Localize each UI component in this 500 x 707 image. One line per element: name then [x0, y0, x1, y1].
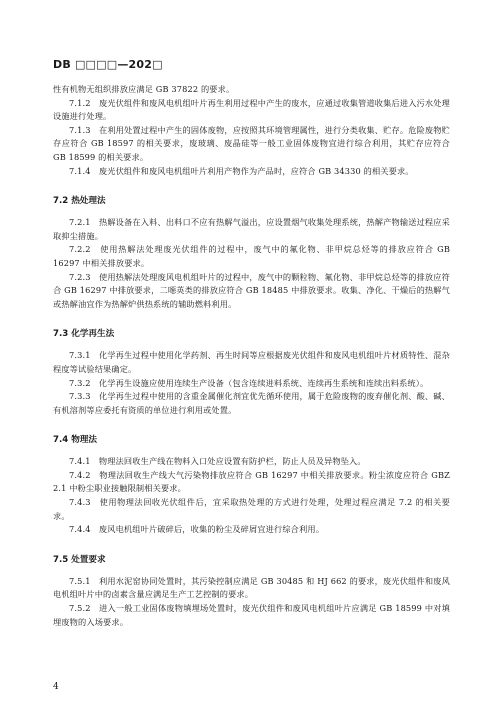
section-heading-7-5: 7.5 处置要求: [53, 554, 106, 565]
clause-7-1-3: 7.1.3 在利用处置过程中产生的固体废物，应按照其环境管理属性，进行分类收集、贮存。危险废物贮存应符合 GB 18597 的相关要求，废玻璃、废晶硅等一般工业固体废物宜进行综合利用，其贮存应符合 GB 18599 的相关要求。: [53, 124, 450, 162]
heading-spacer: [53, 567, 450, 575]
clause-7-4-3: 7.4.3 使用物理法回收光伏组件后，宜采取热处理的方式进行处理，处理过程应满足 7.2 的相关要求。: [53, 497, 450, 521]
section-spacer: [53, 178, 450, 195]
heading-spacer: [53, 208, 450, 216]
clause-7-2-2: 7.2.2 使用热解法处理废光伏组件的过程中，废气中的氟化物、非甲烷总烃等的排放应符合 GB 16297 中相关排放要求。: [53, 244, 450, 268]
document-body: [53, 83, 450, 629]
clause-7-4-1: 7.4.1 物理法回收生产线在物料入口处应设置有防护栏，防止人员及异物坠入。: [69, 456, 366, 467]
clause-7-5-2: 7.5.2 进入一般工业固体废物填埋场处置时，废光伏组件和废风电机组叶片应满足 GB 18599 中对填埋废物的入场要求。: [53, 603, 450, 627]
clause-7-1-2: 7.1.2 废光伏组件和废风电机组叶片再生利用过程中产生的废水，应通过收集管道收集后进入污水处理设施进行处理。: [53, 97, 450, 122]
section-heading-7-2: 7.2 热处理法: [53, 196, 106, 207]
clause-7-2-1: 7.2.1 热解设备在入料、出料口不应有热解气溢出，应设置烟气收集处理系统，热解产物输送过程应采取抑尘措施。: [53, 217, 450, 241]
clause-7-1-4: 7.1.4 废光伏组件和废风电机组叶片利用产物作为产品时，应符合 GB 34330 的相关要求。: [69, 165, 414, 176]
section-heading-7-3: 7.3 化学再生法: [53, 329, 115, 340]
clause-7-4-4: 7.4.4 废风电机组叶片破碎后，收集的粉尘及碎屑宜进行综合利用。: [69, 524, 325, 535]
standard-code-header: DB □□□□—202□: [53, 58, 163, 71]
section-heading-7-4: 7.4 物理法: [53, 435, 97, 446]
heading-spacer: [53, 341, 450, 349]
clause-7-3-3: 7.3.3 化学再生过程中使用的含重金属催化剂宜优先循环使用，属于危险废物的废弃催化剂、酸、碱、有机溶剂等应委托有资质的单位进行利用或处置。: [53, 391, 450, 415]
clause-7-3-2: 7.3.2 化学再生设施应使用连续生产设备（包含连续进料系统、连续再生系统和连续出料系统）。: [69, 377, 429, 388]
clause-7-4-2: 7.4.2 物理法回收生产线大气污染物排放应符合 GB 16297 中相关排放要求。粉尘浓度应符合 GBZ 2.1 中粉尘职业接触限制相关要求。: [53, 469, 450, 494]
section-spacer: [53, 537, 450, 554]
clause-7-2-3: 7.2.3 使用热解法处理废风电机组叶片的过程中，废气中的颗粒物、氟化物、非甲烷总烃等的排放应符合 GB 16297 中排放要求，二噁英类的排放应符合 GB 18485 中排放要求。收集、净化、干燥后的热解气或热解油宜作为热解炉供热系统的辅助燃料利用。: [53, 271, 450, 309]
continuation-paragraph: 性有机物无组织排放应满足 GB 37822 的要求。: [53, 84, 235, 94]
section-spacer: [53, 417, 450, 434]
page-number: 4: [53, 682, 59, 692]
clause-7-3-1: 7.3.1 化学再生过程中使用化学药剂、再生时间等应根据废光伏组件和废风电机组叶片材质特性、混杂程度等试验结果确定。: [53, 350, 450, 374]
heading-spacer: [53, 447, 450, 455]
section-spacer: [53, 311, 450, 328]
clause-7-5-1: 7.5.1 利用水泥窑协同处置时，其污染控制应满足 GB 30485 和 HJ 662 的要求，废光伏组件和废风电机组叶片中的卤素含量应满足生产工艺控制的要求。: [53, 575, 450, 600]
